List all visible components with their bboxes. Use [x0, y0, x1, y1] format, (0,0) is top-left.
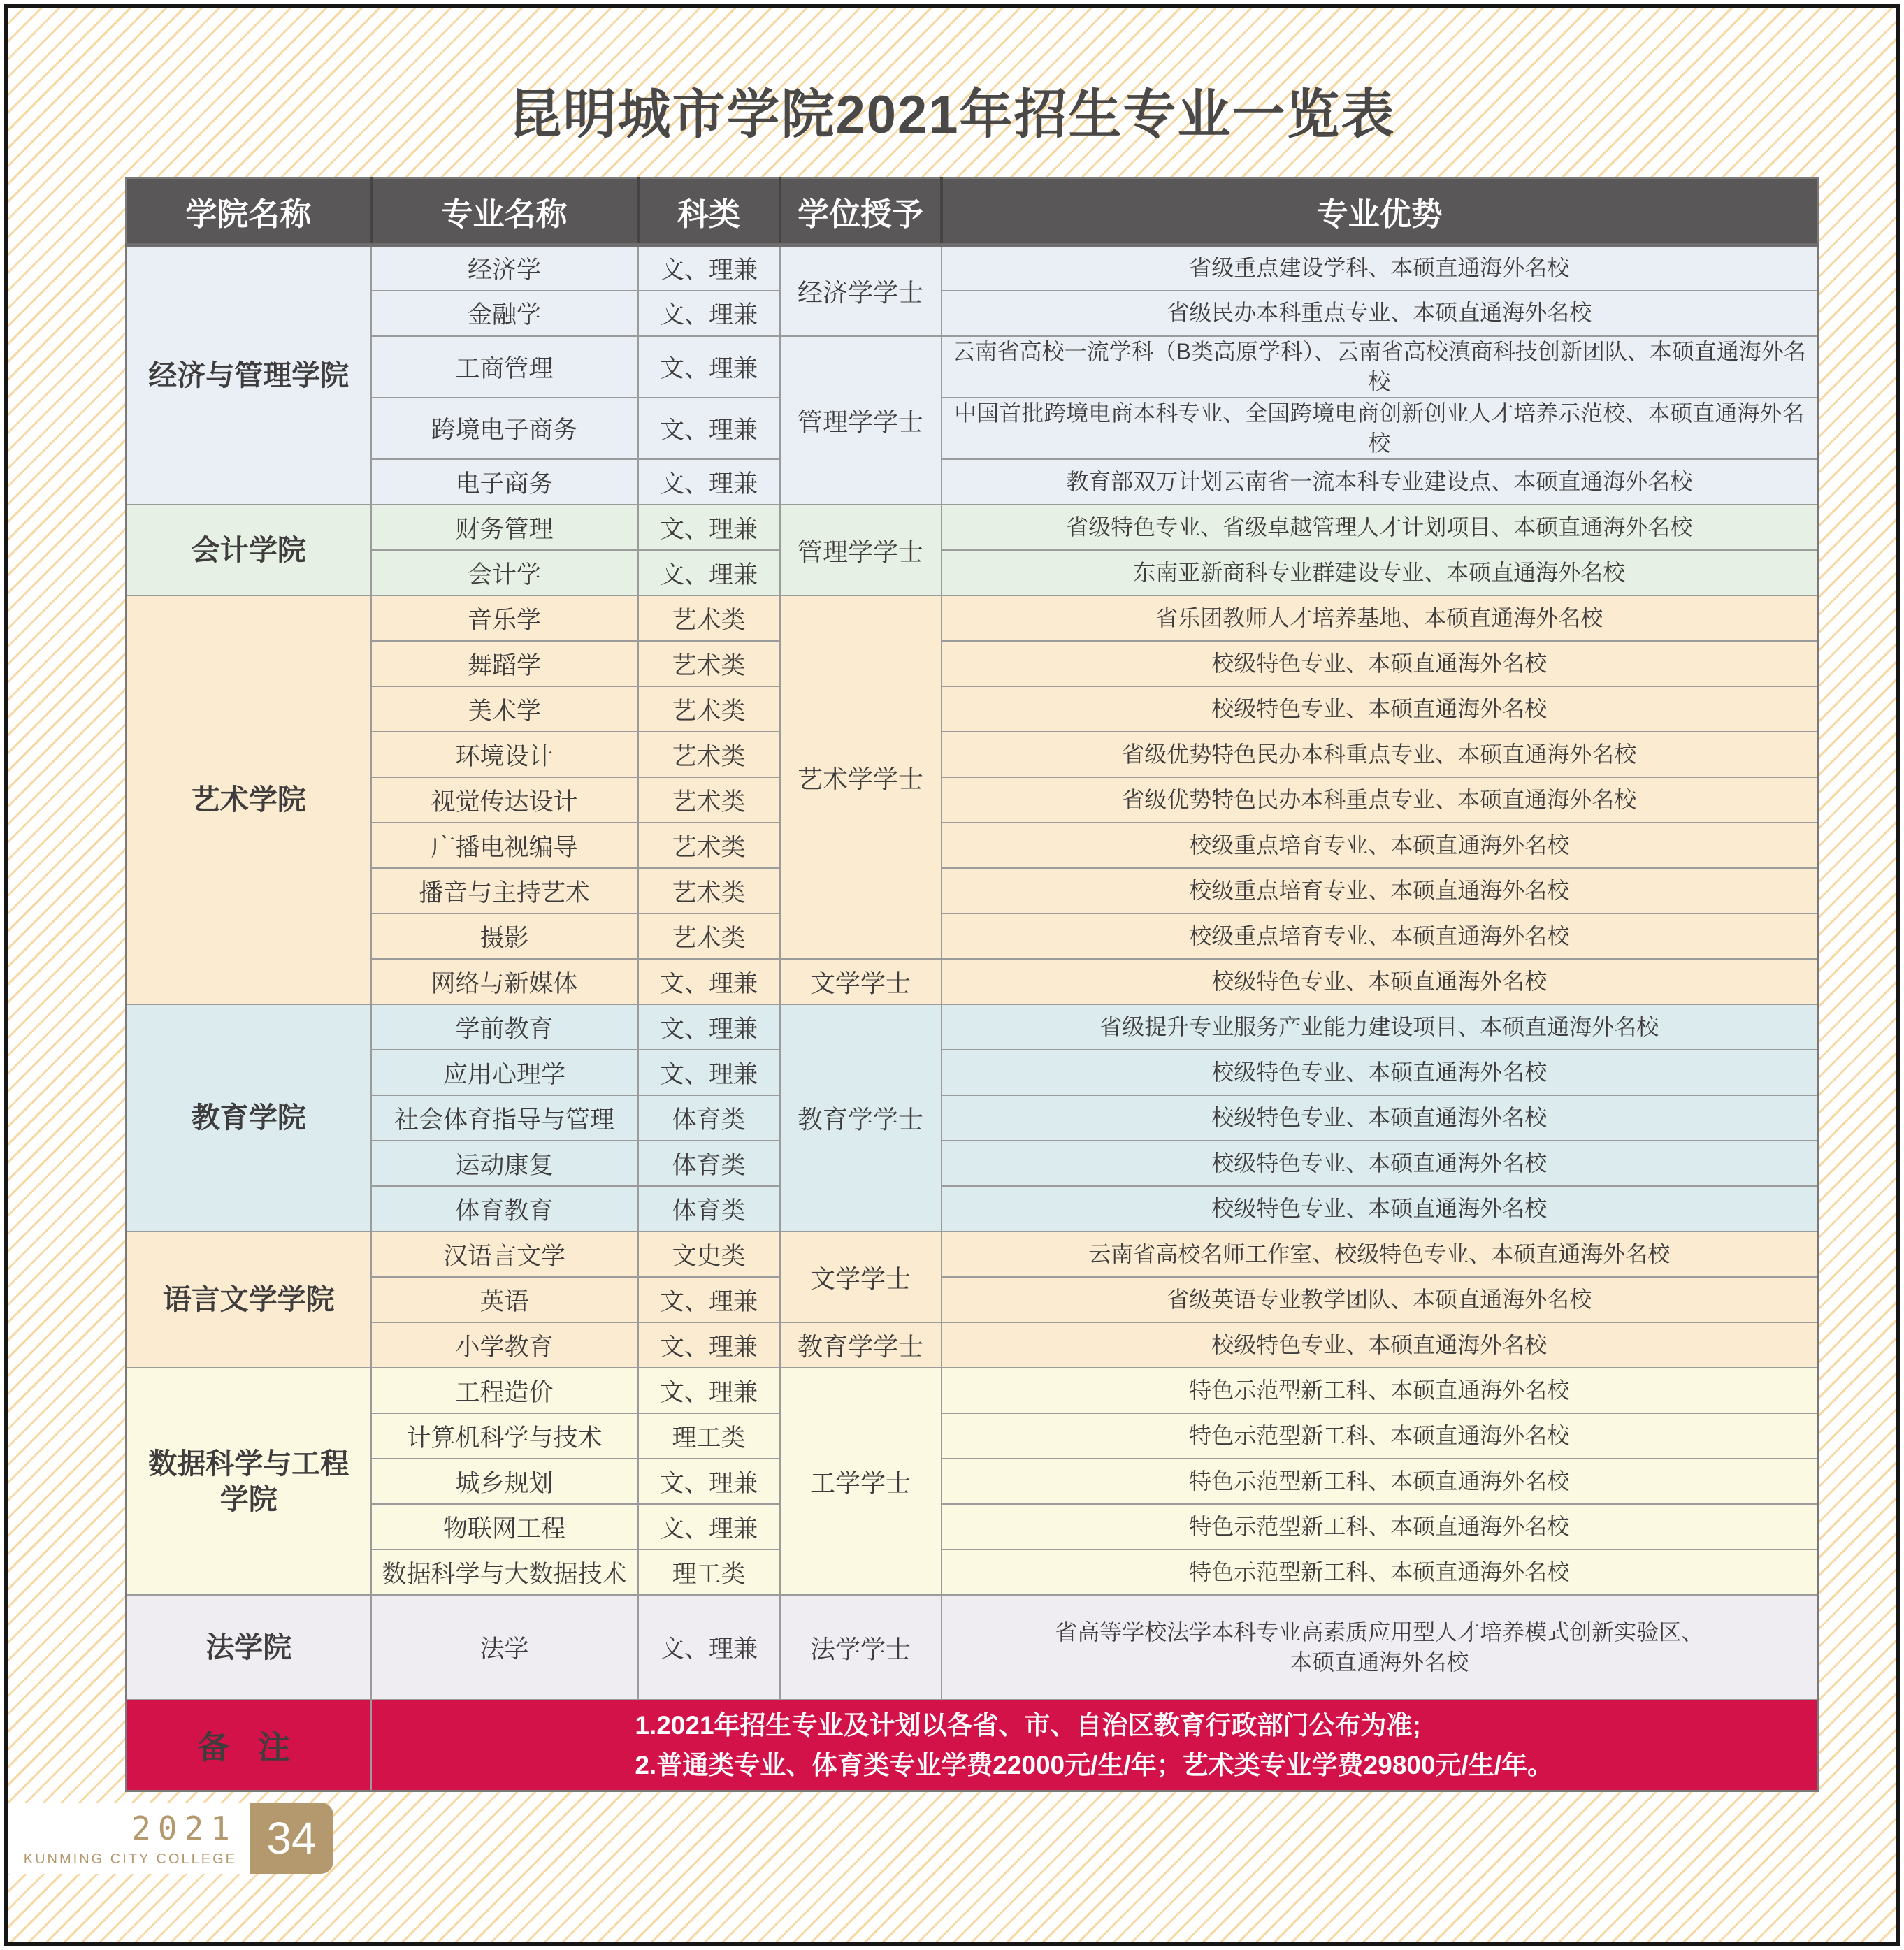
table-row [127, 459, 1818, 505]
college-cell: 经济与管理学院 [127, 245, 371, 505]
advantage-cell: 东南亚新商科专业群建设专业、本硕直通海外名校 [942, 550, 1818, 595]
major-cell: 学前教育 [371, 1004, 638, 1050]
table-row [127, 505, 1818, 550]
table-row [127, 1322, 1818, 1368]
note-row [127, 1700, 1818, 1791]
column-header: 专业名称 [371, 178, 638, 245]
column-header: 学位授予 [780, 178, 942, 245]
table-row [127, 1004, 1818, 1050]
degree-cell: 管理学学士 [780, 336, 942, 505]
major-cell: 法学 [371, 1595, 638, 1700]
advantage-cell: 云南省高校名师工作室、校级特色专业、本硕直通海外名校 [942, 1232, 1818, 1277]
advantage-cell: 校级特色专业、本硕直通海外名校 [942, 1095, 1818, 1141]
advantage-cell: 省级优势特色民办本科重点专业、本硕直通海外名校 [942, 732, 1818, 777]
major-cell: 城乡规划 [371, 1459, 638, 1504]
table-row [127, 823, 1818, 868]
college-cell: 数据科学与工程学院 [127, 1368, 371, 1595]
column-header: 学院名称 [127, 178, 371, 245]
footer-year: 2021 [131, 1809, 237, 1847]
category-cell: 艺术类 [638, 777, 780, 823]
category-cell: 艺术类 [638, 823, 780, 868]
degree-cell: 经济学学士 [780, 245, 942, 336]
degree-cell: 管理学学士 [780, 505, 942, 595]
major-cell: 环境设计 [371, 732, 638, 777]
advantage-cell: 云南省高校一流学科（B类高原学科）、云南省高校滇商科技创新团队、本硕直通海外名校 [942, 336, 1818, 398]
advantage-cell: 省高等学校法学本科专业高素质应用型人才培养模式创新实验区、 本硕直通海外名校 [942, 1595, 1818, 1700]
table-row [127, 1186, 1818, 1232]
major-cell: 财务管理 [371, 505, 638, 550]
category-cell: 艺术类 [638, 595, 780, 641]
table-row [127, 595, 1818, 641]
major-cell: 社会体育指导与管理 [371, 1095, 638, 1141]
advantage-cell: 校级特色专业、本硕直通海外名校 [942, 959, 1818, 1004]
footer-badge [8, 1803, 333, 1874]
category-cell: 文、理兼 [638, 459, 780, 505]
advantage-cell: 特色示范型新工科、本硕直通海外名校 [942, 1504, 1818, 1550]
table-row [127, 1277, 1818, 1322]
advantage-cell: 校级特色专业、本硕直通海外名校 [942, 1322, 1818, 1368]
category-cell: 文、理兼 [638, 1368, 780, 1413]
category-cell: 文、理兼 [638, 505, 780, 550]
advantage-cell: 省级提升专业服务产业能力建设项目、本硕直通海外名校 [942, 1004, 1818, 1050]
major-cell: 音乐学 [371, 595, 638, 641]
major-cell: 物联网工程 [371, 1504, 638, 1550]
category-cell: 体育类 [638, 1095, 780, 1141]
major-cell: 舞蹈学 [371, 641, 638, 686]
category-cell: 文史类 [638, 1232, 780, 1277]
major-cell: 美术学 [371, 686, 638, 732]
table-row [127, 686, 1818, 732]
advantage-cell: 省级英语专业教学团队、本硕直通海外名校 [942, 1277, 1818, 1322]
table-row [127, 868, 1818, 913]
degree-cell: 教育学学士 [780, 1004, 942, 1232]
major-cell: 视觉传达设计 [371, 777, 638, 823]
major-cell: 电子商务 [371, 459, 638, 505]
column-header: 科类 [638, 178, 780, 245]
category-cell: 艺术类 [638, 686, 780, 732]
advantage-cell: 校级重点培育专业、本硕直通海外名校 [942, 913, 1818, 959]
college-cell: 会计学院 [127, 505, 371, 595]
table-row [127, 1232, 1818, 1277]
category-cell: 艺术类 [638, 913, 780, 959]
table-row [127, 336, 1818, 398]
category-cell: 文、理兼 [638, 245, 780, 291]
table-row [127, 1413, 1818, 1459]
major-cell: 摄影 [371, 913, 638, 959]
table-row [127, 1050, 1818, 1095]
category-cell: 文、理兼 [638, 550, 780, 595]
degree-cell: 文学学士 [780, 959, 942, 1004]
category-cell: 文、理兼 [638, 1504, 780, 1550]
table-row [127, 1504, 1818, 1550]
degree-cell: 工学学士 [780, 1368, 942, 1595]
table-row [127, 641, 1818, 686]
table-row [127, 291, 1818, 336]
table-row [127, 732, 1818, 777]
column-header: 专业优势 [942, 178, 1818, 245]
admissions-table [125, 177, 1819, 1792]
advantage-cell: 中国首批跨境电商本科专业、全国跨境电商创新创业人才培养示范校、本硕直通海外名校 [942, 398, 1818, 459]
advantage-cell: 校级特色专业、本硕直通海外名校 [942, 641, 1818, 686]
advantage-cell: 省级重点建设学科、本硕直通海外名校 [942, 245, 1818, 291]
page-title: 昆明城市学院2021年招生专业一览表 [508, 85, 1396, 145]
page-number-badge: 34 [250, 1803, 333, 1874]
major-cell: 汉语言文学 [371, 1232, 638, 1277]
table-row [127, 245, 1818, 291]
advantage-cell: 校级重点培育专业、本硕直通海外名校 [942, 868, 1818, 913]
advantage-cell: 省级优势特色民办本科重点专业、本硕直通海外名校 [942, 777, 1818, 823]
category-cell: 文、理兼 [638, 336, 780, 398]
table-row [127, 913, 1818, 959]
table-row [127, 398, 1818, 459]
table-header-row [127, 178, 1818, 245]
major-cell: 小学教育 [371, 1322, 638, 1368]
page-background [4, 4, 1900, 1946]
table-row [127, 777, 1818, 823]
college-cell: 教育学院 [127, 1004, 371, 1232]
category-cell: 文、理兼 [638, 1004, 780, 1050]
advantage-cell: 校级特色专业、本硕直通海外名校 [942, 1186, 1818, 1232]
category-cell: 艺术类 [638, 868, 780, 913]
major-cell: 运动康复 [371, 1141, 638, 1186]
category-cell: 体育类 [638, 1186, 780, 1232]
degree-cell: 教育学学士 [780, 1322, 942, 1368]
table-row [127, 1368, 1818, 1413]
category-cell: 理工类 [638, 1550, 780, 1595]
category-cell: 艺术类 [638, 732, 780, 777]
advantage-cell: 教育部双万计划云南省一流本科专业建设点、本硕直通海外名校 [942, 459, 1818, 505]
major-cell: 计算机科学与技术 [371, 1413, 638, 1459]
major-cell: 广播电视编导 [371, 823, 638, 868]
major-cell: 金融学 [371, 291, 638, 336]
college-cell: 艺术学院 [127, 595, 371, 1004]
major-cell: 数据科学与大数据技术 [371, 1550, 638, 1595]
major-cell: 工程造价 [371, 1368, 638, 1413]
college-cell: 语言文学学院 [127, 1232, 371, 1368]
advantage-cell: 校级特色专业、本硕直通海外名校 [942, 686, 1818, 732]
advantage-cell: 校级特色专业、本硕直通海外名校 [942, 1050, 1818, 1095]
advantage-cell: 特色示范型新工科、本硕直通海外名校 [942, 1368, 1818, 1413]
category-cell: 文、理兼 [638, 1322, 780, 1368]
category-cell: 文、理兼 [638, 1050, 780, 1095]
note-label-cell: 备 注 [127, 1700, 371, 1791]
degree-cell: 文学学士 [780, 1232, 942, 1322]
advantage-cell: 特色示范型新工科、本硕直通海外名校 [942, 1550, 1818, 1595]
advantage-cell: 校级特色专业、本硕直通海外名校 [942, 1141, 1818, 1186]
advantage-cell: 省级特色专业、省级卓越管理人才计划项目、本硕直通海外名校 [942, 505, 1818, 550]
degree-cell: 法学学士 [780, 1595, 942, 1700]
major-cell: 工商管理 [371, 336, 638, 398]
footer-year-box [8, 1803, 250, 1874]
category-cell: 文、理兼 [638, 1459, 780, 1504]
major-cell: 跨境电子商务 [371, 398, 638, 459]
category-cell: 文、理兼 [638, 291, 780, 336]
major-cell: 播音与主持艺术 [371, 868, 638, 913]
major-cell: 经济学 [371, 245, 638, 291]
table-row [127, 1550, 1818, 1595]
major-cell: 网络与新媒体 [371, 959, 638, 1004]
table-row [127, 1095, 1818, 1141]
category-cell: 体育类 [638, 1141, 780, 1186]
table-row [127, 1459, 1818, 1504]
table-row [127, 1141, 1818, 1186]
advantage-cell: 特色示范型新工科、本硕直通海外名校 [942, 1459, 1818, 1504]
degree-cell: 艺术学学士 [780, 595, 942, 959]
major-cell: 体育教育 [371, 1186, 638, 1232]
college-cell: 法学院 [127, 1595, 371, 1700]
major-cell: 应用心理学 [371, 1050, 638, 1095]
category-cell: 文、理兼 [638, 959, 780, 1004]
advantage-cell: 省乐团教师人才培养基地、本硕直通海外名校 [942, 595, 1818, 641]
note-lines: 1.2021年招生专业及计划以各省、市、自治区教育行政部门公布为准; 2.普通类专业、体育类专业学费22000元/生/年；艺术类专业学费29800元/生/年。 [635, 1710, 1554, 1779]
advantage-cell: 校级重点培育专业、本硕直通海外名校 [942, 823, 1818, 868]
major-cell: 会计学 [371, 550, 638, 595]
category-cell: 文、理兼 [638, 398, 780, 459]
category-cell: 文、理兼 [638, 1277, 780, 1322]
footer-college-name: KUNMING CITY COLLEGE [23, 1851, 237, 1867]
category-cell: 艺术类 [638, 641, 780, 686]
advantage-cell: 省级民办本科重点专业、本硕直通海外名校 [942, 291, 1818, 336]
note-text-cell [371, 1700, 1818, 1791]
advantage-cell: 特色示范型新工科、本硕直通海外名校 [942, 1413, 1818, 1459]
table-row [127, 959, 1818, 1004]
table-row [127, 550, 1818, 595]
category-cell: 理工类 [638, 1413, 780, 1459]
table-row [127, 1595, 1818, 1700]
major-cell: 英语 [371, 1277, 638, 1322]
category-cell: 文、理兼 [638, 1595, 780, 1700]
